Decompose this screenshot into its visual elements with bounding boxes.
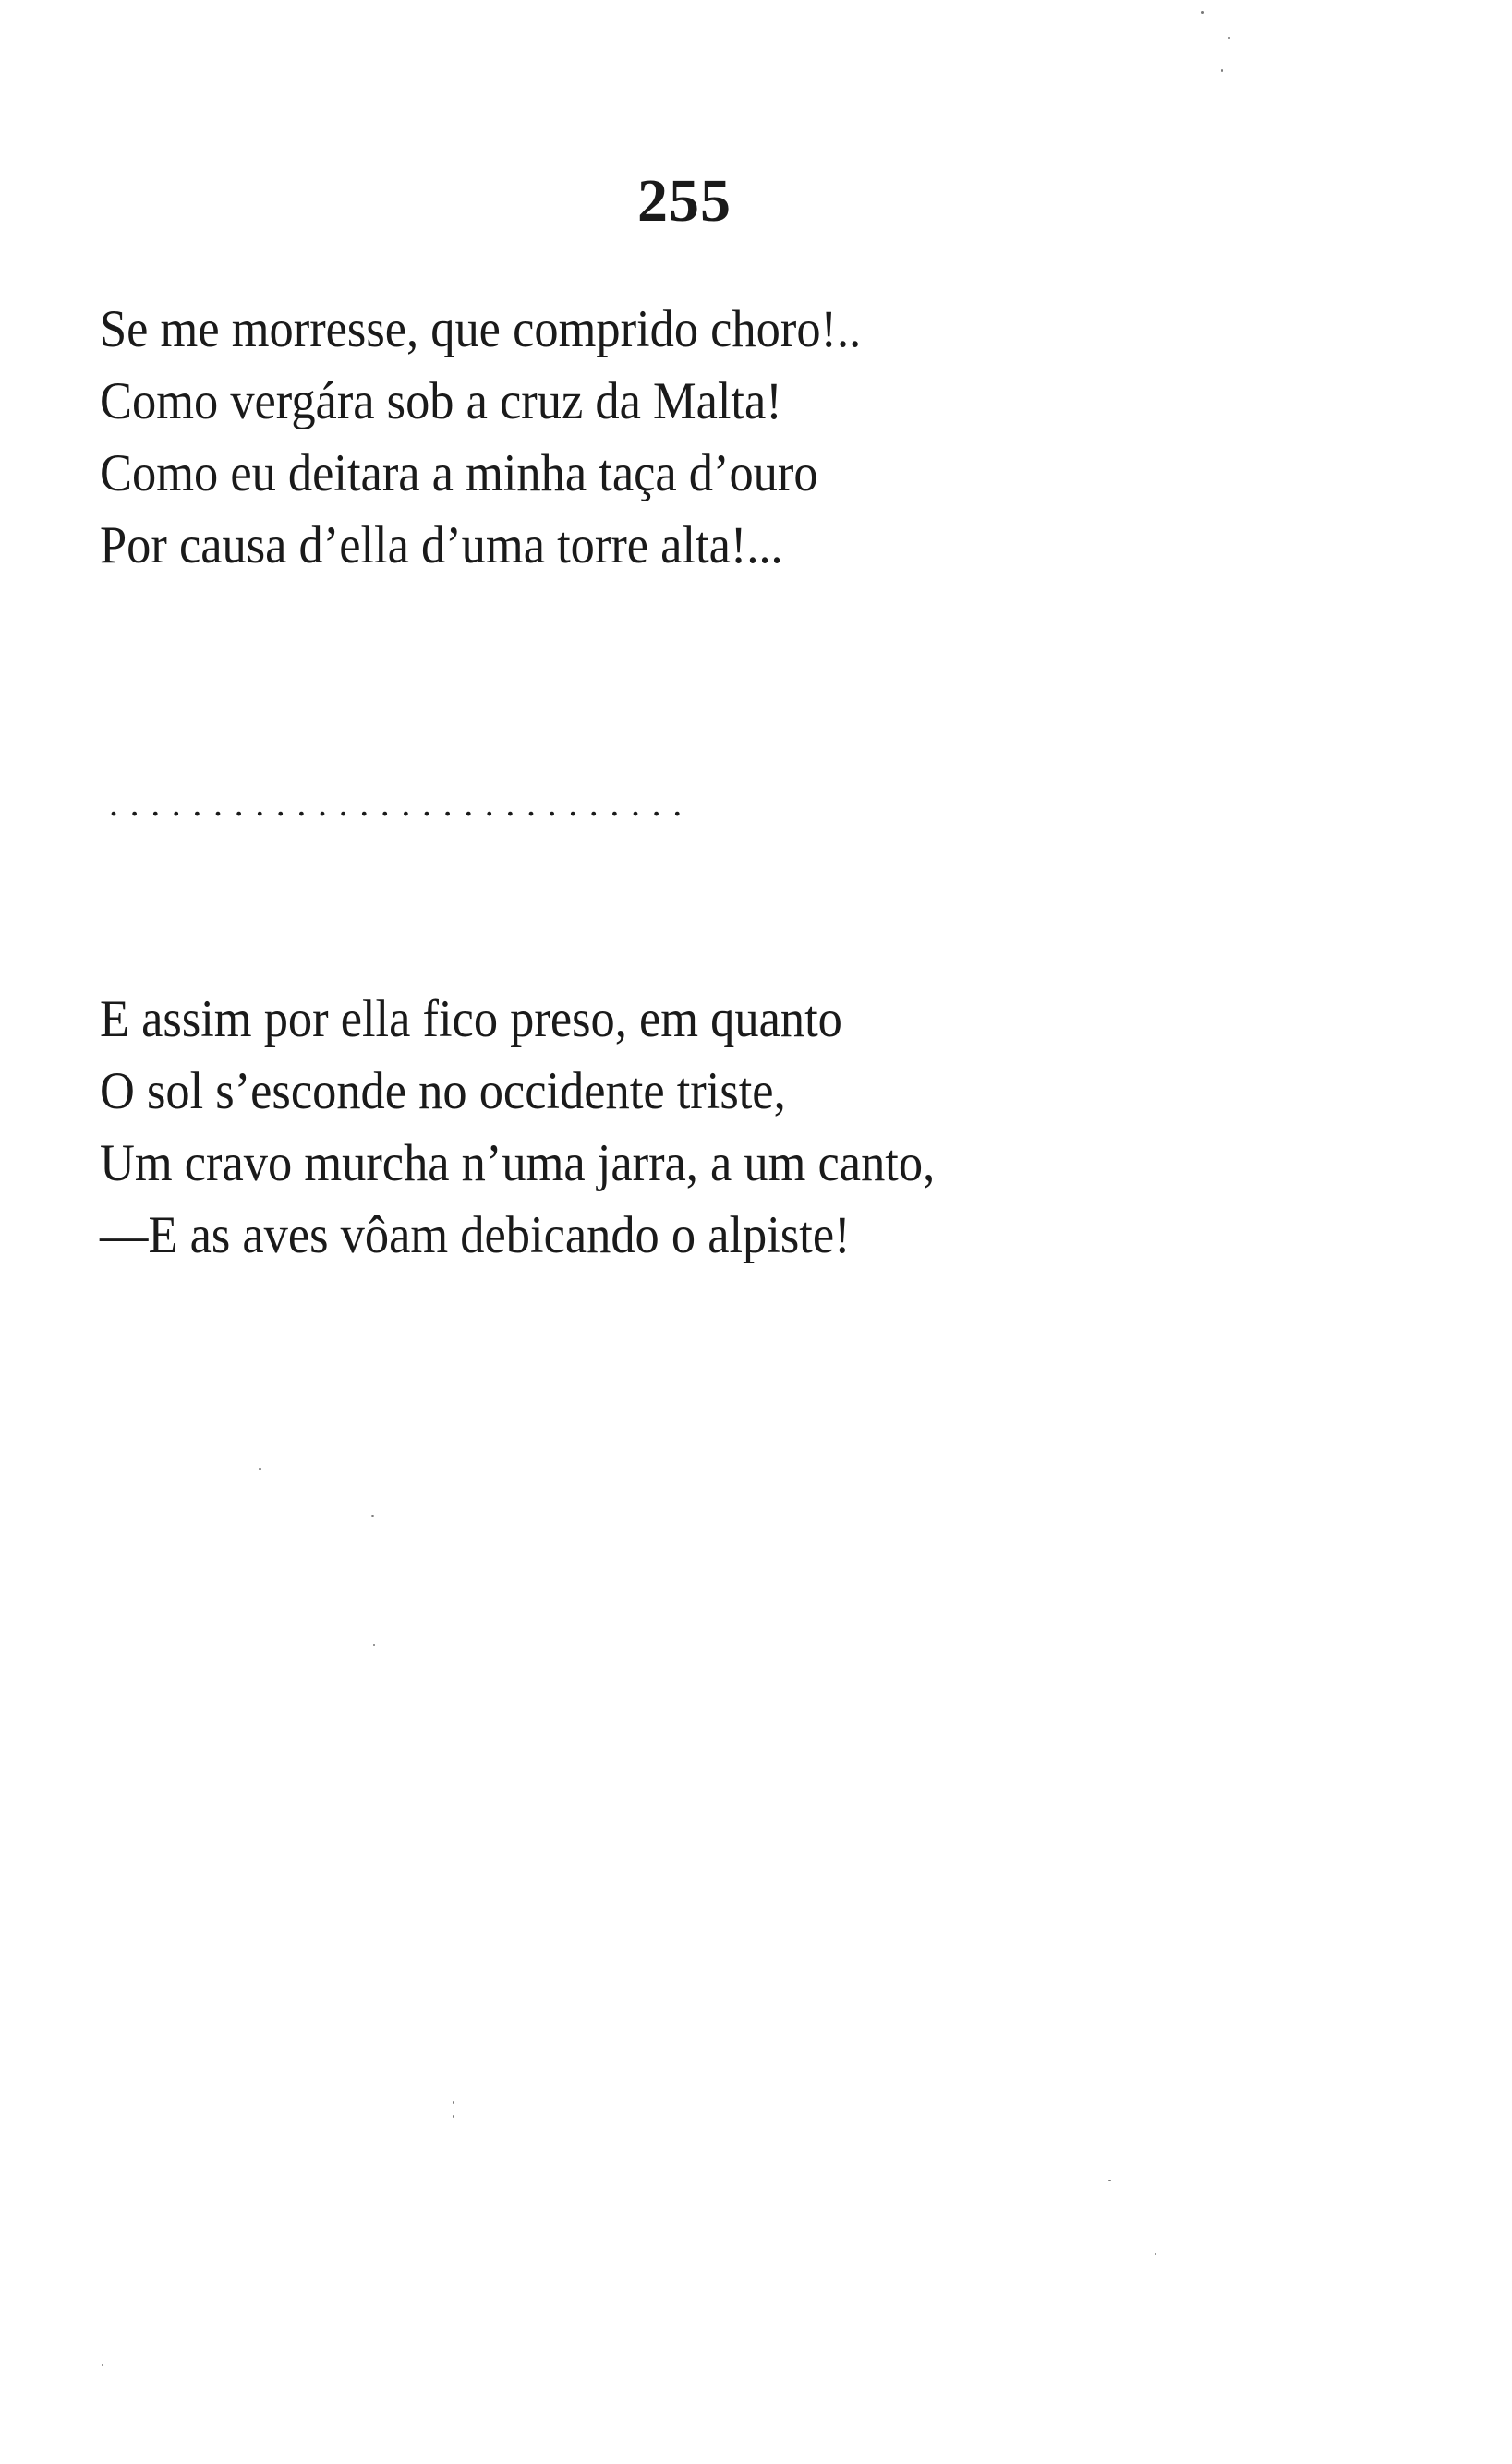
paper-speck [259,1468,261,1470]
paper-speck [1221,69,1223,72]
paper-speck [371,1515,374,1517]
verse-line: Um cravo murcha n’uma jarra, a um canto, [100,1134,936,1192]
paper-speck [453,2115,454,2118]
verse-line: Como vergára sob a cruz da Malta! [100,372,782,430]
paper-speck [453,2101,454,2104]
verse-line: Por causa d’ella d’uma torre alta!... [100,516,783,574]
verse-line: Se me morresse, que comprido choro!.. [100,300,862,358]
paper-speck [102,2364,103,2366]
stanza-2 [100,984,1008,1272]
verse-line: —E as aves vôam debicando o alpiste! [100,1206,851,1264]
dotted-separator: ............................ [109,782,694,824]
verse-line: O sol s’esconde no occidente triste, [100,1062,786,1120]
stanza-1 [100,294,927,582]
paper-speck [1155,2253,1156,2255]
verse-line: Como eu deitara a minha taça d’ouro [100,444,818,502]
paper-speck [1108,2180,1111,2181]
paper-speck [1201,11,1204,14]
page-number: 255 [637,167,732,235]
verse-line: E assim por ella fico preso, em quanto [100,990,842,1048]
paper-speck [1228,37,1230,39]
paper-speck [373,1644,375,1646]
